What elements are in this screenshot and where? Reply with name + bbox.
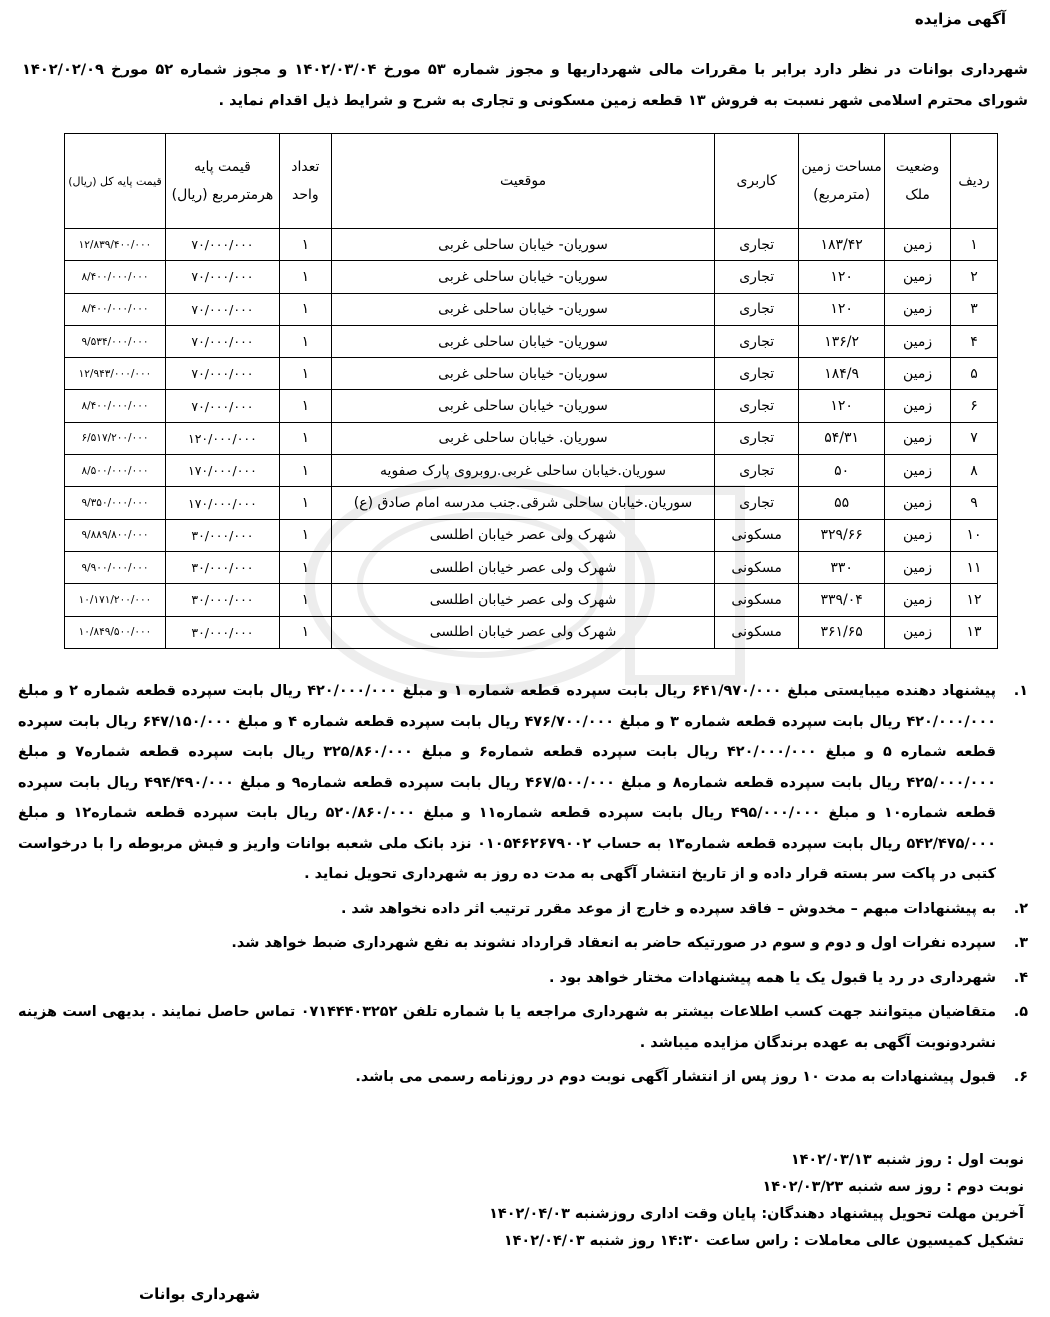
cell-row: ۱۳: [951, 616, 998, 648]
cell-unit-price: ۷۰/۰۰۰/۰۰۰: [165, 358, 279, 390]
cell-status: زمین: [885, 229, 951, 261]
cell-unit-price: ۷۰/۰۰۰/۰۰۰: [165, 390, 279, 422]
condition-number: ۵.: [1013, 1004, 1028, 1020]
cell-unit-price: ۳۰/۰۰۰/۰۰۰: [165, 616, 279, 648]
condition-number: ۳.: [1013, 935, 1028, 951]
cell-units: ۱: [279, 551, 331, 583]
cell-use: تجاری: [715, 229, 799, 261]
table-row: [65, 487, 998, 519]
cell-location: سوریان- خیابان ساحلی غربی: [331, 261, 714, 293]
table-row: [65, 551, 998, 583]
conditions-list: [18, 676, 1028, 1097]
cell-location: سوریان.خیابان ساحلی غربی.روبروی پارک صفویه: [331, 455, 714, 487]
cell-use: تجاری: [715, 422, 799, 454]
first-publication: نوبت اول : روز شنبه ۱۴۰۲/۰۳/۱۳: [790, 1152, 1024, 1168]
cell-status: زمین: [885, 422, 951, 454]
condition-item: [18, 928, 1028, 959]
table-row: [65, 519, 998, 551]
cell-location: سوریان.خیابان ساحلی شرقی.جنب مدرسه امام صادق (ع): [331, 487, 714, 519]
cell-area: ۱۲۰: [799, 390, 885, 422]
cell-status: زمین: [885, 551, 951, 583]
cell-total-price: ۸/۴۰۰/۰۰۰/۰۰۰: [65, 293, 166, 325]
cell-units: ۱: [279, 325, 331, 357]
cell-area: ۱۸۴/۹: [799, 358, 885, 390]
col-header-area: مساحت زمین (مترمربع): [799, 134, 885, 229]
cell-area: ۳۶۱/۶۵: [799, 616, 885, 648]
cell-use: تجاری: [715, 358, 799, 390]
properties-table: [64, 133, 998, 649]
condition-text: متقاضیان میتوانند جهت کسب اطلاعات بیشتر به شهرداری مراجعه یا با شماره تلفن ۰۷۱۴۴۴۰۳۲۵۲ تماس حاصل نمایند . بدیهی است هزینه نشردونوبت آگهی به عهده برندگان مزایده میباشد .: [18, 1004, 996, 1051]
cell-unit-price: ۷۰/۰۰۰/۰۰۰: [165, 229, 279, 261]
cell-status: زمین: [885, 390, 951, 422]
cell-total-price: ۸/۴۰۰/۰۰۰/۰۰۰: [65, 390, 166, 422]
condition-number: ۴.: [1013, 969, 1028, 986]
cell-row: ۵: [951, 358, 998, 390]
cell-use: تجاری: [715, 325, 799, 357]
cell-units: ۱: [279, 229, 331, 261]
notice-intro: شهرداری بوانات در نظر دارد برابر با مقررات مالی شهرداریها و مجوز شماره ۵۳ مورخ ۱۴۰۲/۰۳/۰۴ و مجوز شماره ۵۲ مورخ ۱۴۰۲/۰۲/۰۹ شورای محترم اسلامی شهر نسبت به فروش ۱۳ قطعه زمین مسکونی و تجاری به شرح و شرایط ذیل اقدام نماید .: [22, 61, 1028, 109]
cell-row: ۲: [951, 261, 998, 293]
cell-total-price: ۶/۵۱۷/۲۰۰/۰۰۰: [65, 422, 166, 454]
cell-units: ۱: [279, 358, 331, 390]
cell-total-price: ۸/۴۰۰/۰۰۰/۰۰۰: [65, 261, 166, 293]
cell-location: سوریان- خیابان ساحلی غربی: [331, 390, 714, 422]
condition-item: [18, 676, 1028, 890]
col-header-status: وضعیت ملک: [885, 134, 951, 229]
cell-total-price: ۹/۸۸۹/۸۰۰/۰۰۰: [65, 519, 166, 551]
condition-number: ۱.: [1013, 683, 1028, 699]
col-header-unit-price: قیمت پایه هرمترمربع (ریال): [165, 134, 279, 229]
cell-use: تجاری: [715, 455, 799, 487]
condition-item: [18, 963, 1028, 994]
cell-location: شهرک ولی عصر خیابان اطلسی: [331, 551, 714, 583]
cell-row: ۱: [951, 229, 998, 261]
cell-total-price: ۹/۵۳۴/۰۰۰/۰۰۰: [65, 325, 166, 357]
cell-row: ۶: [951, 390, 998, 422]
cell-area: ۱۲۰: [799, 293, 885, 325]
col-header-total-price: قیمت پایه کل (ریال): [65, 134, 166, 229]
cell-total-price: ۱۰/۱۷۱/۲۰۰/۰۰۰: [65, 584, 166, 616]
schedule-block: [489, 1147, 1024, 1255]
table-row: [65, 229, 998, 261]
cell-unit-price: ۱۷۰/۰۰۰/۰۰۰: [165, 487, 279, 519]
condition-number: ۲.: [1013, 900, 1028, 917]
col-header-use: کاربری: [715, 134, 799, 229]
cell-row: ۱۲: [951, 584, 998, 616]
cell-units: ۱: [279, 519, 331, 551]
cell-total-price: ۱۲/۸۳۹/۴۰۰/۰۰۰: [65, 229, 166, 261]
cell-total-price: ۹/۳۵۰/۰۰۰/۰۰۰: [65, 487, 166, 519]
cell-location: سوریان- خیابان ساحلی غربی: [331, 358, 714, 390]
cell-location: شهرک ولی عصر خیابان اطلسی: [331, 584, 714, 616]
cell-location: سوریان- خیابان ساحلی غربی: [331, 293, 714, 325]
cell-status: زمین: [885, 293, 951, 325]
cell-status: زمین: [885, 584, 951, 616]
cell-row: ۴: [951, 325, 998, 357]
commission-meeting: تشکیل کمیسیون عالی معاملات : راس ساعت ۱۴:۳۰ روز شنبه ۱۴۰۲/۰۴/۰۳: [503, 1233, 1024, 1249]
cell-area: ۱۳۶/۲: [799, 325, 885, 357]
col-header-units: تعداد واحد: [279, 134, 331, 229]
table-row: [65, 261, 998, 293]
table-row: [65, 358, 998, 390]
cell-status: زمین: [885, 455, 951, 487]
condition-item: [18, 997, 1028, 1058]
cell-location: سوریان- خیابان ساحلی غربی: [331, 325, 714, 357]
col-header-location: موقعیت: [331, 134, 714, 229]
cell-area: ۵۴/۳۱: [799, 422, 885, 454]
cell-row: ۱۰: [951, 519, 998, 551]
cell-total-price: ۹/۹۰۰/۰۰۰/۰۰۰: [65, 551, 166, 583]
cell-unit-price: ۱۷۰/۰۰۰/۰۰۰: [165, 455, 279, 487]
second-publication: نوبت دوم : روز سه شنبه ۱۴۰۲/۰۳/۲۳: [762, 1179, 1024, 1195]
table-row: [65, 616, 998, 648]
cell-status: زمین: [885, 358, 951, 390]
condition-text: سپرده نفرات اول و دوم و سوم در صورتیکه حاضر به انعقاد قرارداد نشوند به نفع شهرداری ضبط خواهد شد.: [231, 935, 996, 951]
cell-unit-price: ۳۰/۰۰۰/۰۰۰: [165, 519, 279, 551]
cell-use: تجاری: [715, 487, 799, 519]
condition-text: به پیشنهادات مبهم – مخدوش – فاقد سپرده و خارج از موعد مقرر ترتیب اثر داده نخواهد شد .: [340, 900, 996, 917]
signature: شهرداری بوانات: [139, 1285, 260, 1303]
cell-unit-price: ۷۰/۰۰۰/۰۰۰: [165, 261, 279, 293]
condition-item: [18, 894, 1028, 925]
cell-area: ۳۲۹/۶۶: [799, 519, 885, 551]
cell-location: شهرک ولی عصر خیابان اطلسی: [331, 519, 714, 551]
cell-use: مسکونی: [715, 519, 799, 551]
cell-row: ۹: [951, 487, 998, 519]
cell-area: ۳۳۰: [799, 551, 885, 583]
cell-use: تجاری: [715, 390, 799, 422]
condition-text: پیشنهاد دهنده میبایستی مبلغ ۶۴۱/۹۷۰/۰۰۰ ریال بابت سپرده قطعه شماره ۱ و مبلغ ۴۲۰/۰۰۰/۰۰۰ ریال بابت سپرده قطعه شماره ۲ و مبلغ ۴۲۰/۰۰۰/۰۰۰ ریال بابت سپرده قطعه شماره ۳ و مبلغ ۴۷۶/۷۰۰/۰۰۰ ریال بابت سپرده قطعه شماره ۴ و مبلغ ۶۴۷/۱۵۰/۰۰۰ ریال بابت سپرده قطعه شماره ۵ و مبلغ ۴۲۰/۰۰۰/۰۰۰ ریال بابت سپرده قطعه شماره۶ و مبلغ ۳۲۵/۸۶۰/۰۰۰ ریال بابت سپرده قطعه شماره۷ و مبلغ ۴۲۵/۰۰۰/۰۰۰ ریال بابت سپرده قطعه شماره۸ و مبلغ ۴۶۷/۵۰۰/۰۰۰ ریال بابت سپرده قطعه شماره۹ و مبلغ ۴۹۴/۴۹۰/۰۰۰ ریال بابت سپرده قطعه شماره۱۰ و مبلغ ۴۹۵/۰۰۰/۰۰۰ ریال بابت سپرده قطعه شماره۱۱ و مبلغ ۵۲۰/۸۶۰/۰۰۰ ریال بابت سپرده قطعه شماره۱۲ و مبلغ ۵۴۲/۴۷۵/۰۰۰ ریال بابت سپرده قطعه شماره۱۳ به حساب ۰۱۰۵۴۶۲۶۷۹۰۰۲ نزد بانک ملی شعبه بوانات واریز و فیش مربوطه را با درخواست کتبی در پاکت سر بسته قرار داده و از تاریخ انتشار آگهی به مدت ده روز به شهرداری تحویل نماید .: [18, 683, 997, 882]
cell-unit-price: ۱۲۰/۰۰۰/۰۰۰: [165, 422, 279, 454]
cell-units: ۱: [279, 390, 331, 422]
cell-total-price: ۱۲/۹۴۳/۰۰۰/۰۰۰: [65, 358, 166, 390]
table-row: [65, 325, 998, 357]
cell-use: مسکونی: [715, 551, 799, 583]
table-row: [65, 455, 998, 487]
table-row: [65, 293, 998, 325]
notice-title: آگهی مزایده: [914, 10, 1006, 28]
submission-deadline: آخرین مهلت تحویل پیشنهاد دهندگان: پایان وقت اداری روزشنبه ۱۴۰۲/۰۴/۰۳: [489, 1206, 1024, 1222]
cell-location: سوریان- خیابان ساحلی غربی: [331, 229, 714, 261]
cell-area: ۵۵: [799, 487, 885, 519]
cell-row: ۸: [951, 455, 998, 487]
cell-use: تجاری: [715, 261, 799, 293]
cell-use: مسکونی: [715, 584, 799, 616]
cell-units: ۱: [279, 487, 331, 519]
cell-status: زمین: [885, 519, 951, 551]
cell-units: ۱: [279, 584, 331, 616]
cell-units: ۱: [279, 616, 331, 648]
cell-unit-price: ۷۰/۰۰۰/۰۰۰: [165, 325, 279, 357]
condition-number: ۶.: [1013, 1069, 1028, 1085]
cell-unit-price: ۳۰/۰۰۰/۰۰۰: [165, 584, 279, 616]
condition-text: شهرداری در رد یا قبول یک یا همه پیشنهادات مختار خواهد بود .: [549, 969, 996, 986]
condition-item: [18, 1062, 1028, 1093]
table-row: [65, 584, 998, 616]
cell-status: زمین: [885, 487, 951, 519]
cell-units: ۱: [279, 422, 331, 454]
cell-row: ۱۱: [951, 551, 998, 583]
cell-location: شهرک ولی عصر خیابان اطلسی: [331, 616, 714, 648]
cell-use: تجاری: [715, 293, 799, 325]
table-header-row: [65, 134, 998, 229]
cell-row: ۳: [951, 293, 998, 325]
table-row: [65, 390, 998, 422]
cell-status: زمین: [885, 261, 951, 293]
cell-area: ۵۰: [799, 455, 885, 487]
cell-units: ۱: [279, 261, 331, 293]
cell-total-price: ۸/۵۰۰/۰۰۰/۰۰۰: [65, 455, 166, 487]
table-body: [65, 229, 998, 649]
cell-total-price: ۱۰/۸۴۹/۵۰۰/۰۰۰: [65, 616, 166, 648]
cell-unit-price: ۳۰/۰۰۰/۰۰۰: [165, 551, 279, 583]
cell-row: ۷: [951, 422, 998, 454]
cell-units: ۱: [279, 293, 331, 325]
cell-unit-price: ۷۰/۰۰۰/۰۰۰: [165, 293, 279, 325]
cell-units: ۱: [279, 455, 331, 487]
cell-status: زمین: [885, 616, 951, 648]
condition-text: قبول پیشنهادات به مدت ۱۰ روز پس از انتشار آگهی نوبت دوم در روزنامه رسمی می باشد.: [355, 1069, 996, 1085]
cell-area: ۱۲۰: [799, 261, 885, 293]
cell-status: زمین: [885, 325, 951, 357]
table-row: [65, 422, 998, 454]
cell-location: سوریان. خیابان ساحلی غربی: [331, 422, 714, 454]
cell-area: ۳۳۹/۰۴: [799, 584, 885, 616]
cell-area: ۱۸۳/۴۲: [799, 229, 885, 261]
cell-use: مسکونی: [715, 616, 799, 648]
col-header-row: ردیف: [951, 134, 998, 229]
